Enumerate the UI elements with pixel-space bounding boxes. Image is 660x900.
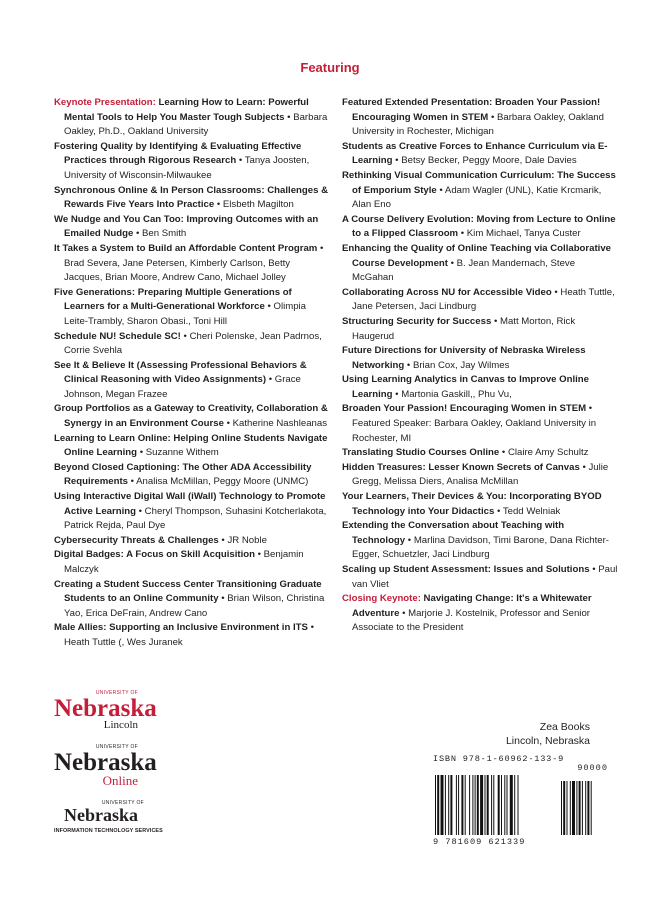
entry-presenters: • B. Jean Mandernach, Steve McGahan <box>352 257 576 284</box>
barcode-bar <box>591 781 592 835</box>
barcode-bar <box>507 775 508 835</box>
barcode-bar <box>563 781 565 835</box>
entry-presenters: • Tanya Joosten, University of Wisconsin-Milwaukee <box>64 155 310 181</box>
entry-presenters: • Benjamin Malczyk <box>64 549 304 575</box>
barcode-bar <box>450 775 452 835</box>
entry-presenters: • Kim Michael, Tanya Custer <box>458 228 581 240</box>
program-entry <box>342 213 618 242</box>
program-entry <box>54 578 330 622</box>
barcode-bar <box>477 775 479 835</box>
barcode-bar <box>445 775 446 835</box>
entry-title: Featured Extended Presentation: Broaden Your Passion! Encouraging Women in STEM <box>342 97 601 123</box>
entry-title: Structuring Security for Success <box>342 315 492 327</box>
entry-title: Digital Badges: A Focus on Skill Acquisition <box>54 549 255 561</box>
barcode-bar <box>498 775 500 835</box>
program-entry <box>54 213 330 242</box>
entry-title: A Course Delivery Evolution: Moving from Lecture to Online to a Flipped Classroom <box>342 213 616 240</box>
barcode-bar <box>456 775 457 835</box>
entry-presenters: • Barbara Oakley, Ph.D., Oakland University <box>64 111 328 138</box>
program-entry <box>54 96 330 140</box>
program-entry <box>342 373 618 402</box>
logo-wordmark: Nebraska <box>54 749 157 776</box>
program-entry <box>342 402 618 446</box>
program-entry <box>54 359 330 403</box>
barcode-bar <box>585 781 586 835</box>
barcode-bar <box>472 775 473 835</box>
program-entry <box>54 490 330 534</box>
nebraska-online-logo <box>54 744 157 789</box>
program-entry <box>342 446 618 461</box>
publisher-info <box>506 720 590 748</box>
nebraska-lincoln-logo <box>54 690 157 731</box>
isbn-label: ISBN 978-1-60962-133-9 <box>433 754 565 764</box>
program-entry <box>54 286 330 330</box>
entry-presenters: • Cheri Polenske, Jean Padrnos, Corrie Svehla <box>64 330 322 357</box>
entry-title: Rethinking Visual Communication Curriculum: The Success of Emporium Style <box>342 169 616 196</box>
program-entry <box>54 548 330 577</box>
entry-title: Using Learning Analytics in Canvas to Improve Online Learning <box>342 374 590 400</box>
program-entry <box>342 140 618 169</box>
entry-title: Synchronous Online & In Person Classrooms: Challenges & Rewards Five Years Into Practice <box>54 184 329 211</box>
entry-presenters: • Analisa McMillan, Peggy Moore (UNMC) <box>127 476 309 488</box>
entry-presenters: • Featured Speaker: Barbara Oakley, Oakland University in Rochester, MI <box>352 403 597 444</box>
entry-title: Learning How to Learn: Powerful Mental Tools to Help You Master Tough Subjects <box>64 97 309 123</box>
barcode-bar <box>518 775 519 835</box>
logo-wordmark: Nebraska <box>54 695 157 722</box>
entry-title: Enhancing the Quality of Online Teaching via Collaborative Course Development <box>342 242 612 269</box>
logo-department: INFORMATION TECHNOLOGY SERVICES <box>54 828 163 834</box>
left-column <box>54 96 330 651</box>
barcode-bar <box>510 775 513 835</box>
program-entry <box>342 315 618 344</box>
entry-presenters: • Martonia Gaskill,, Phu Vu, <box>392 388 512 400</box>
barcode-bar <box>572 781 575 835</box>
entry-presenters: • Brian Wilson, Christina Yao, Erica DeFrain, Andrew Cano <box>64 593 325 619</box>
barcode-bar <box>582 781 583 835</box>
entry-title: Collaborating Across NU for Accessible Video <box>342 286 552 298</box>
entry-title: It Takes a System to Build an Affordable Content Program <box>54 242 318 254</box>
isbn-barcode <box>433 754 608 847</box>
program-entry <box>342 286 618 315</box>
entry-presenters: • Marjorie J. Kostelnik, Professor and Senior Associate to the President <box>352 607 590 634</box>
entry-presenters: • Katherine Nashleanas <box>223 418 328 430</box>
program-entry <box>342 344 618 373</box>
entry-presenters: • Heath Tuttle (, Wes Juranek <box>64 622 314 648</box>
barcode-bar <box>435 775 436 835</box>
logo-small-text: UNIVERSITY OF <box>95 690 138 696</box>
entry-presenters: • Barbara Oakley, Oakland University in Rochester, Michigan <box>352 111 604 138</box>
entry-title: Fostering Quality by Identifying & Evaluating Effective Practices through Rigorous Research <box>54 140 302 167</box>
barcode-bar <box>579 781 581 835</box>
entry-presenters: • Grace Johnson, Megan Frazee <box>64 374 301 400</box>
entry-title: Hidden Treasures: Lesser Known Secrets of Canvas <box>342 461 580 473</box>
barcode-bar <box>448 775 449 835</box>
program-entry <box>54 330 330 359</box>
logo-campus: Online <box>102 773 138 788</box>
entry-title: Your Learners, Their Devices & You: Incorporating BYOD Technology into Your Didactics <box>342 491 602 517</box>
entry-title: Beyond Closed Captioning: The Other ADA Accessibility Requirements <box>54 461 312 488</box>
entry-title: Five Generations: Preparing Multiple Generations of Learners for a Multi-Generational Workforce <box>54 286 292 313</box>
entry-presenters: • Elsbeth Magilton <box>214 199 294 211</box>
logo-campus: Lincoln <box>103 719 138 731</box>
barcode-bar <box>461 775 463 835</box>
barcode-bars <box>433 775 608 837</box>
barcode-bar <box>485 775 486 835</box>
barcode-digits: 9 781609 621339 <box>433 837 526 847</box>
entry-title: Schedule NU! Schedule SC! <box>54 330 181 342</box>
barcode-bar <box>475 775 476 835</box>
program-entry <box>342 592 618 636</box>
barcode-bar <box>504 775 505 835</box>
entry-presenters: • Tedd Welniak <box>494 505 561 517</box>
entry-keyword: Keynote Presentation: <box>54 97 156 108</box>
entry-keyword: Closing Keynote: <box>342 593 421 605</box>
program-entry <box>54 184 330 213</box>
entry-presenters: • Matt Morton, Rick Haugerud <box>352 315 576 342</box>
program-entry <box>54 402 330 431</box>
barcode-bar <box>567 781 568 835</box>
entry-title: Translating Studio Courses Online <box>342 447 500 459</box>
entry-title: See It & Believe It (Assessing Professional Behaviors & Clinical Reasoning with Video Assignments) <box>54 359 307 386</box>
entry-title: Group Portfolios as a Gateway to Creativity, Collaboration & Synergy in an Environment Course <box>54 403 328 430</box>
entry-title: Broaden Your Passion! Encouraging Women in STEM <box>342 403 587 415</box>
program-entry <box>54 140 330 184</box>
entry-title: We Nudge and You Can Too: Improving Outcomes with an Emailed Nudge <box>54 213 319 240</box>
logo-wordmark: Nebraska <box>64 805 139 825</box>
entry-title: Using Interactive Digital Wall (iWall) Technology to Promote Active Learning <box>54 491 326 517</box>
barcode-bar <box>576 781 577 835</box>
barcode-bar <box>480 775 483 835</box>
entry-presenters: • Ben Smith <box>133 228 187 240</box>
page-heading: Featuring <box>300 60 360 75</box>
entry-title: Students as Creative Forces to Enhance Curriculum via E-Learning <box>342 140 608 167</box>
entry-title: Scaling up Student Assessment: Issues and Solutions <box>342 564 590 575</box>
barcode-bar <box>487 775 489 835</box>
entry-title: Cybersecurity Threats & Challenges <box>54 534 219 546</box>
program-entry <box>342 242 618 286</box>
program-entry <box>342 519 618 563</box>
barcode-bar <box>441 775 444 835</box>
barcode-bar <box>514 775 515 835</box>
publisher-place: Lincoln, Nebraska <box>505 735 590 747</box>
entry-presenters: • Cheryl Thompson, Suhasini Kotcherlakota, Patrick Rejda, Paul Dye <box>64 505 327 532</box>
program-entry <box>342 169 618 213</box>
entry-presenters: • Brian Cox, Jay Wilmes <box>404 359 510 371</box>
barcode-addon: 90000 <box>577 763 608 773</box>
entry-presenters: • Adam Wagler (UNL), Katie Krcmarik, Alan Eno <box>352 184 602 211</box>
entry-presenters: • Heath Tuttle, Jane Petersen, Jaci Lindburg <box>352 286 615 313</box>
barcode-bar <box>587 781 589 835</box>
entry-presenters: • Marlina Davidson, Timi Barone, Dana Richter-Egger, Schuetzler, Jaci Lindburg <box>352 534 609 561</box>
barcode-bar <box>491 775 492 835</box>
program-entry <box>342 96 618 140</box>
program-entry <box>54 621 330 650</box>
program-entry <box>342 563 618 592</box>
entry-title: Navigating Change: It's a Whitewater Adventure <box>352 593 592 619</box>
publisher-name: Zea Books <box>539 721 590 733</box>
entry-title: Learning to Learn Online: Helping Online Students Navigate Online Learning <box>54 432 328 459</box>
entry-title: Creating a Student Success Center Transitioning Graduate Students to an Online Community <box>54 578 322 605</box>
barcode-bar <box>493 775 494 835</box>
program-entry <box>54 461 330 490</box>
entry-presenters: • Julie Gregg, Melissa Diers, Analisa McMillan <box>352 461 609 488</box>
entry-presenters: • Claire Amy Schultz <box>499 447 589 459</box>
entry-presenters: • Suzanne Withem <box>137 447 219 459</box>
nebraska-its-logo <box>54 800 163 834</box>
program-entry <box>54 534 330 549</box>
entry-presenters: • Brad Severa, Jane Petersen, Kimberly Carlson, Betty Jacques, Brian Moore, Andrew Cano, Michael Jolley <box>64 242 324 284</box>
entry-title: Male Allies: Supporting an Inclusive Environment in ITS <box>54 622 308 634</box>
barcode-bar <box>458 775 459 835</box>
barcode-bar <box>501 775 502 835</box>
entry-title: Extending the Conversation about Teaching with Technology <box>342 520 565 546</box>
entry-presenters: • Paul van Vliet <box>352 564 618 590</box>
logo-small-text: UNIVERSITY OF <box>95 744 138 750</box>
entry-presenters: • Betsy Becker, Peggy Moore, Dale Davies <box>392 155 577 167</box>
barcode-bar <box>570 781 571 835</box>
entry-presenters: • Olimpia Leite-Trambly, Sharon Obasi., Toni Hill <box>64 301 307 327</box>
logo-small-text: UNIVERSITY OF <box>101 800 144 806</box>
entry-presenters: • JR Noble <box>218 534 267 546</box>
program-entry <box>54 432 330 461</box>
program-entry <box>54 242 330 286</box>
program-entry <box>342 490 618 519</box>
right-column <box>342 96 618 636</box>
barcode-bar <box>465 775 466 835</box>
barcode-bar <box>437 775 439 835</box>
entry-title: Future Directions for University of Nebraska Wireless Networking <box>342 345 586 371</box>
program-entry <box>342 461 618 490</box>
barcode-bar <box>469 775 470 835</box>
barcode-bar <box>561 781 562 835</box>
